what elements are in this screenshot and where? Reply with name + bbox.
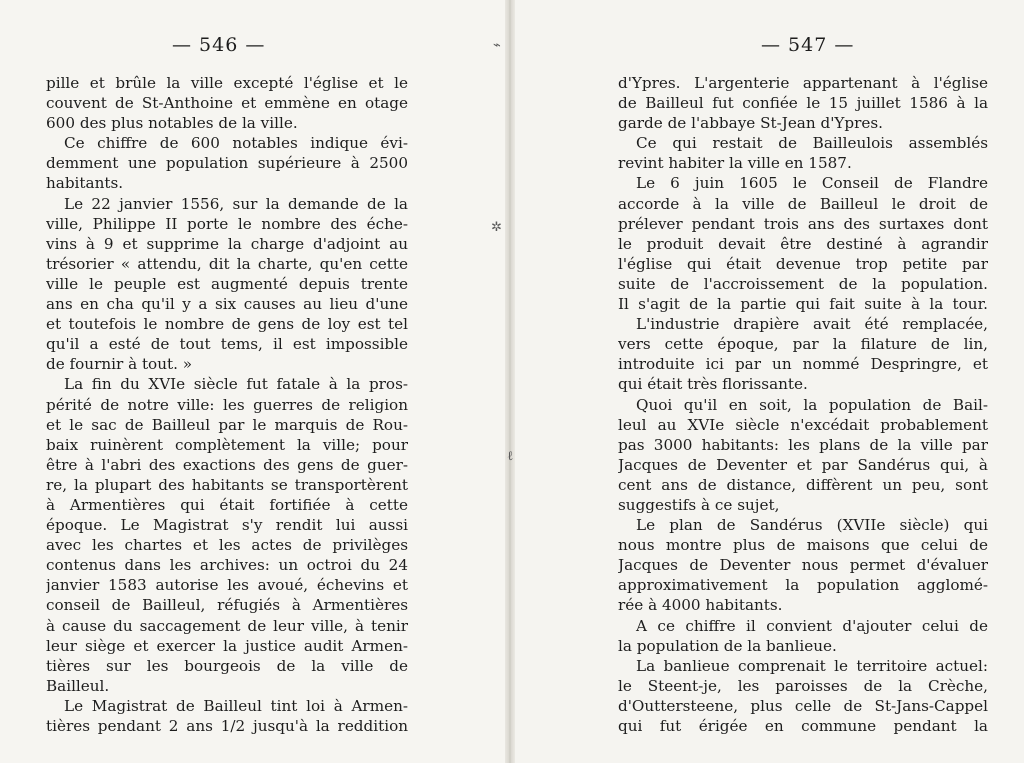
text-line: accorde à la ville de Bailleul le droit de xyxy=(618,194,988,213)
text-line: Ce chiffre de 600 notables indique évi- xyxy=(64,134,408,153)
text-line: le produit devait être destiné à agrandir xyxy=(618,234,988,253)
text-line: à cause du saccagement de leur ville, à tenir xyxy=(46,616,408,635)
text-line: Bailleul. xyxy=(46,676,110,695)
text-line: être à l'abri des exactions des gens de guer- xyxy=(46,455,408,474)
text-line: Le 6 juin 1605 le Conseil de Flandre xyxy=(636,174,988,193)
text-line: couvent de St-Anthoine et emmène en otage xyxy=(46,94,408,113)
right-page-number: — 547 — xyxy=(761,34,855,56)
text-line: baix ruinèrent complètement la ville; pour xyxy=(46,435,408,454)
text-line: avec les chartes et les actes de privilèges xyxy=(46,536,408,555)
text-line: tières pendant 2 ans 1/2 jusqu'à la reddition xyxy=(46,717,408,735)
ink-speck-icon: ✲ xyxy=(491,220,502,235)
left-page-text xyxy=(46,73,408,736)
text-line: Le plan de Sandérus (XVIIe siècle) qui xyxy=(636,516,988,535)
left-page-number: — 546 — xyxy=(172,34,266,56)
text-line: vers cette époque, par la filature de lin, xyxy=(618,335,988,354)
text-line: La fin du XVIe siècle fut fatale à la pros- xyxy=(64,375,408,394)
text-line: La banlieue comprenait le territoire actuel: xyxy=(636,656,988,675)
text-line: demment une population supérieure à 2500 xyxy=(46,154,408,173)
text-line: garde de l'abbaye St-Jean d'Ypres. xyxy=(618,114,883,133)
text-line: ans en cha qu'il y a six causes au lieu d'une xyxy=(46,295,408,314)
text-line: le Steent-je, les paroisses de la Crèche, xyxy=(618,676,988,695)
right-page-text xyxy=(618,73,988,736)
text-line: introduite ici par un nommé Despringre, et xyxy=(618,355,988,374)
text-line: rée à 4000 habitants. xyxy=(618,596,783,615)
text-line: conseil de Bailleul, réfugiés à Armentières xyxy=(46,596,408,615)
text-line: Quoi qu'il en soit, la population de Bail- xyxy=(636,395,988,414)
text-line: trésorier « attendu, dit la charte, qu'en cette xyxy=(46,254,408,273)
text-line: A ce chiffre il convient d'ajouter celui de xyxy=(636,616,988,635)
text-line: leur siège et exercer la justice audit Armen- xyxy=(46,636,408,655)
text-line: re, la plupart des habitants se transportèrent xyxy=(46,475,408,494)
text-line: suggestifs à ce sujet, xyxy=(618,495,780,514)
text-line: ville, Philippe II porte le nombre des éche- xyxy=(46,214,408,233)
text-line: de fournir à tout. » xyxy=(46,355,193,374)
text-line: prélever pendant trois ans des surtaxes dont xyxy=(618,214,988,233)
left-page xyxy=(0,0,505,763)
text-line: tières sur les bourgeois de la ville de xyxy=(46,656,408,675)
text-line: leul au XVIe siècle n'excédait probablement xyxy=(618,415,988,434)
text-line: Ce qui restait de Bailleulois assemblés xyxy=(636,134,988,153)
text-line: Jacques de Deventer nous permet d'évaluer xyxy=(618,556,988,575)
text-line: d'Ypres. L'argenterie appartenant à l'église xyxy=(618,74,988,92)
text-line: Le 22 janvier 1556, sur la demande de la xyxy=(64,194,408,213)
text-line: de Bailleul fut confiée le 15 juillet 1586 à la xyxy=(618,94,988,113)
text-line: périté de notre ville: les guerres de religion xyxy=(46,395,408,414)
text-line: L'industrie drapière avait été remplacée, xyxy=(636,315,988,334)
text-line: la population de la banlieue. xyxy=(618,636,837,655)
text-line: 600 des plus notables de la ville. xyxy=(46,114,298,133)
text-line: qui était très florissante. xyxy=(618,375,808,394)
text-line: janvier 1583 autorise les avoué, échevins et xyxy=(46,576,408,595)
text-line: d'Outtersteene, plus celle de St-Jans-Cappel xyxy=(618,696,988,715)
text-line: qu'il a esté de tout tems, il est impossible xyxy=(46,335,408,354)
ink-speck-icon: ℓ xyxy=(507,449,514,464)
book-gutter xyxy=(491,0,515,763)
text-line: à Armentières qui était fortifiée à cette xyxy=(46,495,408,514)
text-line: Jacques de Deventer et par Sandérus qui, à xyxy=(618,455,988,474)
text-line: cent ans de distance, diffèrent un peu, sont xyxy=(618,475,988,494)
text-line: et toutefois le nombre de gens de loy est tel xyxy=(46,315,408,334)
text-line: l'église qui était devenue trop petite par xyxy=(618,254,988,273)
text-line: suite de l'accroissement de la population. xyxy=(618,274,988,293)
text-line: qui fut érigée en commune pendant la xyxy=(618,717,988,735)
right-page xyxy=(515,0,1024,763)
text-line: ville le peuple est augmenté depuis trente xyxy=(46,274,408,293)
text-line: Il s'agit de la partie qui fait suite à la tour. xyxy=(618,295,988,314)
text-line: pas 3000 habitants: les plans de la ville par xyxy=(618,435,988,454)
text-line: vins à 9 et supprime la charge d'adjoint au xyxy=(46,234,408,253)
text-line: approximativement la population agglomé- xyxy=(618,576,988,595)
text-line: Le Magistrat de Bailleul tint loi à Armen- xyxy=(64,696,408,715)
text-line: époque. Le Magistrat s'y rendit lui aussi xyxy=(46,516,408,535)
ink-speck-icon: ⌁ xyxy=(493,38,501,53)
text-line: habitants. xyxy=(46,174,124,193)
text-line: et le sac de Bailleul par le marquis de Rou- xyxy=(46,415,408,434)
text-line: pille et brûle la ville excepté l'église et le xyxy=(46,74,408,92)
text-line: revint habiter la ville en 1587. xyxy=(618,154,852,173)
text-line: nous montre plus de maisons que celui de xyxy=(618,536,988,555)
text-line: contenus dans les archives: un octroi du 24 xyxy=(46,556,408,575)
